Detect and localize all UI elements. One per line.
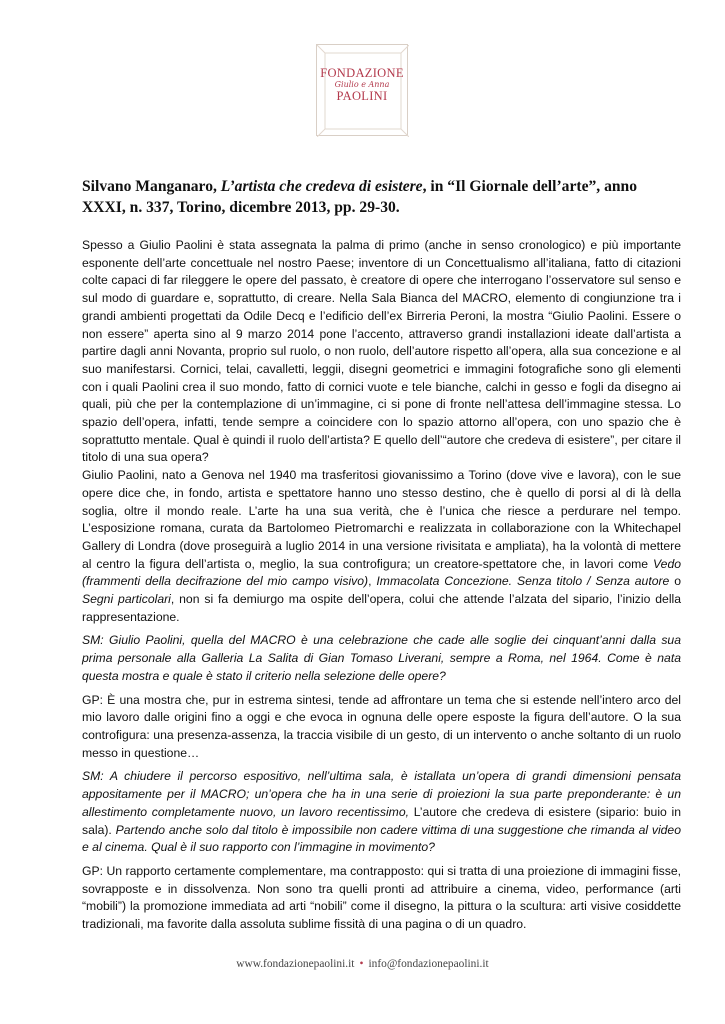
interview-question-1: SM: Giulio Paolini, quella del MACRO è una celebrazione che cade alle soglie dei cinquant’anni dalla sua prima personale alla Galleria La Salita di Gian Tomaso Liverani, sempre a Roma, nel 1964. Come è nata questa mostra e quale è stato il criterio nella selezione delle opere?: [82, 633, 681, 683]
logo-line-1: FONDAZIONE: [320, 66, 404, 80]
article-body: [82, 237, 681, 934]
text-run: SM: A chiudere il percorso espositivo, nell’ultima sala, è istallata un’opera di grandi dimensioni pensata appositamente per il MACRO; un’opera che ha in una serie di proiezioni la sua parte preponderante: è un allestimento completamente nuovo, un lavoro recentissimo,: [82, 769, 681, 819]
citation-heading: [82, 176, 682, 218]
text-run: o: [669, 574, 682, 589]
fondazione-logo: [316, 44, 408, 136]
text-run: Giulio Paolini, nato a Genova nel 1940 ma trasferitosi giovanissimo a Torino (dove vive e lavora), con le sue opere dice che, in fondo, artista e spettatore hanno uno stesso destino, che è quello di porsi al di là della soglia, oltre il mondo reale. L’arte ha una sua verità, che è l’unica che riesce a perdurare nel tempo. L’esposizione romana, curata da Bartolomeo Pietromarchi e realizzata in collaborazione con la Whitechapel Gallery di Londra (dove proseguirà a luglio 2014 in una versione rivisitata e ampliata), ha la volontà di mettere al centro la figura dell’artista o, meglio, la sua controfigura; un creatore-spettatore che, in lavori come: [82, 468, 681, 571]
interview-answer-1: GP: È una mostra che, pur in estrema sintesi, tende ad affrontare un tema che si estende nell’intero arco del mio lavoro dalle origini fino a oggi e che evoca in ognuna delle opere esposte la figura dell’autore. O la sua controfigura: una presenza-assenza, la traccia visibile di un gesto, di un intervento o anche soltanto di un ruolo messo in questione…: [82, 692, 681, 760]
interview-question-2: [82, 768, 681, 857]
page-footer: [0, 958, 725, 970]
logo-line-3: PAOLINI: [336, 89, 388, 103]
text-run: ,: [368, 574, 377, 589]
email-link[interactable]: info@fondazionepaolini.it: [368, 958, 489, 970]
footer-separator: •: [359, 958, 364, 970]
text-run: , non si fa demiurgo ma ospite dell’opera, colui che attende l’alzata del sipario, l’inizio della rappresentazione.: [82, 592, 682, 624]
work-title-segni: Segni particolari: [82, 592, 171, 607]
heading-author: Silvano Manganaro,: [82, 178, 221, 195]
work-title-immacolata: Immacolata Concezione. Senza titolo / Senza autore: [376, 574, 670, 589]
interview-answer-2: GP: Un rapporto certamente complementare, ma contrapposto: qui si tratta di una proiezione di immagini fisse, sovrapposte e in dissolvenza. Non sono tra quelli pronti ad attribuire a cinema, video, performance (arti “mobili”) la promozione immediata ad arti “nobili” come il disegno, la pittura o la scultura: arti visive cosiddette tradizionali, ma favorite dalla assoluta sublime fissità di una pagina o di un quadro.: [82, 863, 681, 932]
text-run: Partendo anche solo dal titolo è impossibile non cadere vittima di una suggestione che rimanda al video e al cinema. Qual è il suo rapporto con l’immagine in movimento?: [82, 822, 681, 855]
heading-source: , in “Il Giornale dell’arte”, anno XXXI, n. 337, Torino, dicembre 2013, pp. 29-30.: [82, 178, 638, 216]
website-link[interactable]: www.fondazionepaolini.it: [236, 958, 355, 970]
work-title-autore: L’autore che credeva di esistere (sipario: buio in sala).: [82, 804, 681, 837]
paragraph-intro: Spesso a Giulio Paolini è stata assegnata la palma di primo (anche in senso cronologico) e più importante esponente dell’arte concettuale nel nostro Paese; inventore di un Concettualismo all’italiana, fatto di citazioni colte capaci di far rileggere le opere del passato, è creatore di opere che interrogano l’osservatore sul senso e sul modo di guardare e, soprattutto, di creare. Nella Sala Bianca del MACRO, elemento di congiunzione tra i grandi ambienti progettati da Odile Decq e l’edificio dell’ex Birreria Peroni, la mostra “Giulio Paolini. Essere o non essere” aperta sino al 9 marzo 2014 pone l’accento, attraverso grandi installazioni ideate dall’artista a partire dagli anni Novanta, proprio sul ruolo, o non ruolo, dell’autore rispetto all’opera, alla sua concezione e al suo manifestarsi. Cornici, telai, cavalletti, leggii, disegni geometrici e immagini fotografiche sono gli elementi con i quali Paolini crea il suo mondo, fatto di cornici vuote e tele bianche, calchi in gesso e fogli da disegno ai quali, più che per la contemplazione di un’immagine, ci si pone di fronte nell’attesa dell’immagine stessa. Lo spazio dell’opera, infatti, tende sempre a coincidere con lo spazio attorno all’opera, con uno spazio che è soprattutto mentale. Qual è quindi il ruolo dell’artista? E quello dell’“autore che credeva di esistere”, per citare il titolo di una sua opera?: [82, 238, 681, 465]
logo-signature: Giulio e Anna: [334, 80, 390, 89]
work-title-vedo: Vedo (frammenti della decifrazione del mio campo visivo): [82, 556, 681, 589]
paragraph-biography: [82, 467, 681, 626]
heading-title: L’artista che credeva di esistere: [220, 178, 423, 195]
